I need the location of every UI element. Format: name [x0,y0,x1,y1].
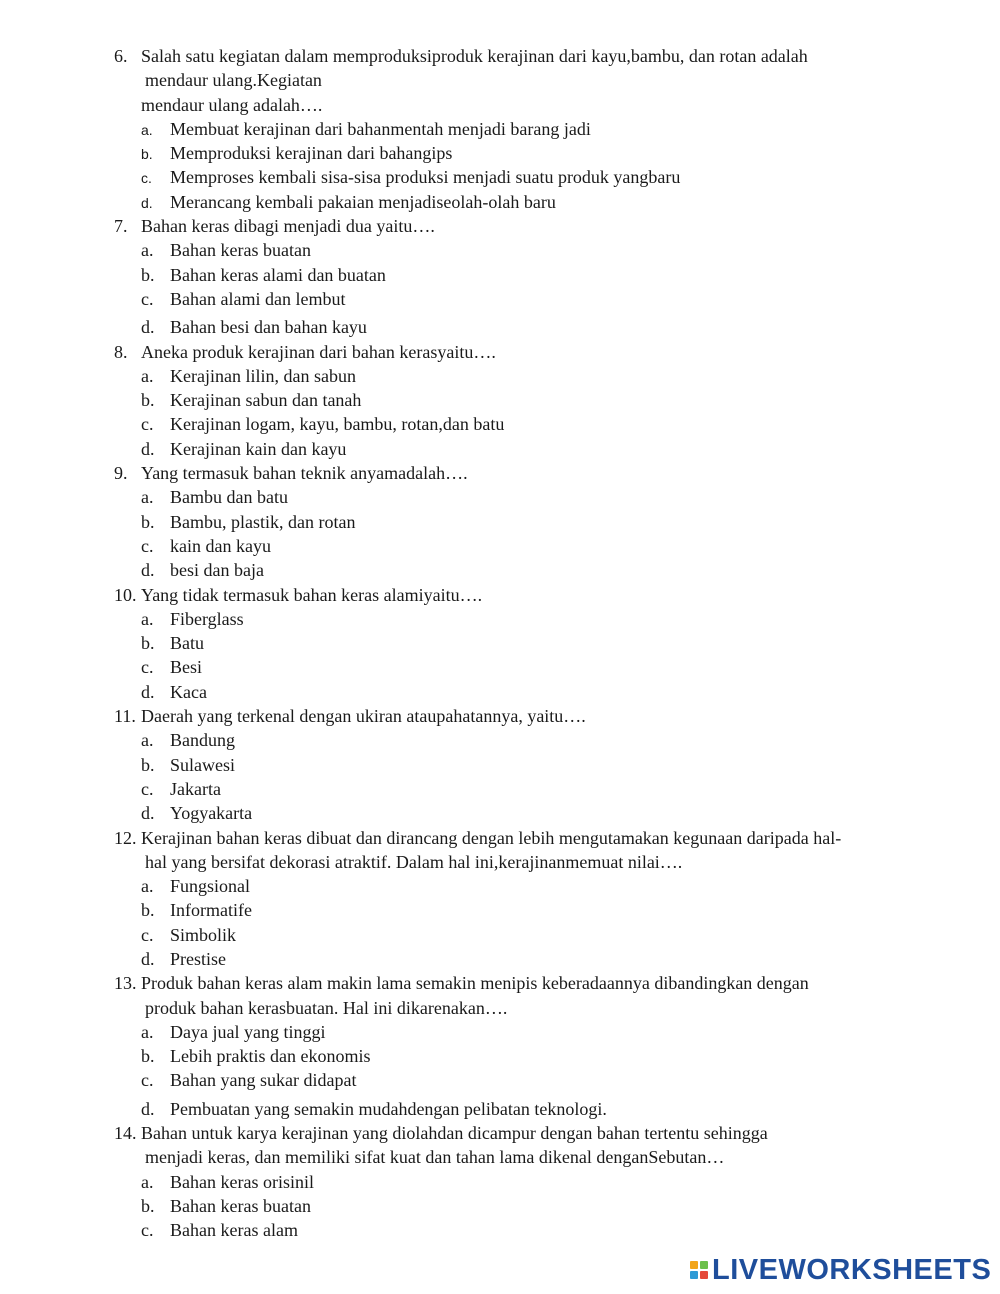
answer-option[interactable] [0,412,1000,436]
question-text-continued: menjadi keras, dan memiliki sifat kuat dan tahan lama dikenal denganSebutan… [145,1147,725,1168]
logo-square [690,1271,698,1279]
answer-option[interactable] [0,655,1000,679]
option-text: Informatife [170,900,252,921]
option-letter: a. [141,365,154,386]
option-letter: b. [141,1046,155,1067]
question-stem [0,704,1000,728]
question-number: 10. [114,584,137,605]
answer-option[interactable] [0,607,1000,631]
question-number: 6. [114,46,128,66]
question-13 [0,971,1000,1121]
option-letter: c. [141,288,154,309]
answer-option[interactable] [0,923,1000,947]
option-letter: c. [141,1220,154,1241]
option-text: Bambu dan batu [170,487,288,508]
question-text: Daerah yang terkenal dengan ukiran ataupahatannya, yaitu…. [141,706,586,727]
option-text: Bahan yang sukar didapat [170,1070,357,1091]
option-letter: a. [141,1021,154,1042]
option-text: Yogyakarta [170,803,253,824]
option-letter: b. [141,264,155,285]
option-letter: d. [141,803,155,824]
question-9 [0,461,1000,582]
option-text: kain dan kayu [170,535,271,556]
option-text: Bahan alami dan lembut [170,288,346,309]
question-text: Bahan untuk karya kerajinan yang diolahdan dicampur dengan bahan tertentu sehingga [141,1123,768,1144]
option-text: Lebih praktis dan ekonomis [170,1046,371,1067]
option-letter: d. [141,194,153,211]
option-text: Bahan keras buatan [170,1195,311,1216]
option-letter: b. [141,754,155,775]
answer-option[interactable] [0,287,1000,311]
logo-square [700,1271,708,1279]
option-letter: d. [141,317,155,338]
question-stem [0,1121,1000,1145]
question-11 [0,704,1000,825]
option-letter: d. [141,438,155,459]
answer-option[interactable] [0,801,1000,825]
option-text: Membuat kerajinan dari bahanmentah menjadi barang jadi [170,118,591,139]
option-letter: c. [141,414,154,435]
question-text-continued: mendaur ulang.Kegiatan [145,70,322,91]
question-stem [0,44,1000,68]
answer-option[interactable] [0,631,1000,655]
option-letter: a. [141,1171,154,1192]
option-text: Bahan keras orisinil [170,1171,314,1192]
option-text: Jakarta [170,778,221,799]
option-letter: a. [141,487,154,508]
option-letter: a. [141,730,154,751]
option-letter: b. [141,511,155,532]
question-number: 9. [114,463,128,484]
answer-option[interactable] [0,534,1000,558]
question-text: Salah satu kegiatan dalam memproduksiproduk kerajinan dari kayu,bambu, dan rotan adalah [141,46,808,66]
question-stem [0,214,1000,238]
option-text: besi dan baja [170,560,264,581]
option-text: Kerajinan kain dan kayu [170,438,347,459]
answer-option[interactable] [0,485,1000,509]
option-letter: b. [141,146,153,163]
liveworksheets-logo [690,1256,991,1284]
option-text: Kerajinan lilin, dan sabun [170,365,356,386]
option-text: Prestise [170,948,226,969]
question-stem [0,340,1000,364]
question-number: 12. [114,827,137,848]
answer-option[interactable] [0,777,1000,801]
question-text-continued: produk bahan kerasbuatan. Hal ini dikarenakan…. [145,997,508,1018]
question-10 [0,583,1000,704]
answer-option[interactable] [0,1194,1000,1218]
option-text: Pembuatan yang semakin mudahdengan pelibatan teknologi. [170,1098,607,1119]
answer-option[interactable] [0,165,1000,189]
answer-option[interactable] [0,388,1000,412]
question-text: Yang termasuk bahan teknik anyamadalah…. [141,463,468,484]
question-stem [0,583,1000,607]
logo-wordmark: LIVEWORKSHEETS [712,1254,992,1286]
option-letter: a. [141,608,154,629]
answer-option[interactable] [0,728,1000,752]
option-text: Fungsional [170,876,251,897]
question-text: Aneka produk kerajinan dari bahan kerasyaitu…. [141,341,496,362]
logo-square [690,1261,698,1269]
answer-option[interactable] [0,1097,1000,1121]
option-letter: b. [141,900,155,921]
question-number: 7. [114,216,128,237]
question-number: 14. [114,1123,137,1144]
answer-option[interactable] [0,315,1000,339]
answer-option[interactable] [0,680,1000,704]
answer-option[interactable] [0,117,1000,141]
answer-option[interactable] [0,141,1000,165]
answer-option[interactable] [0,1170,1000,1194]
answer-option[interactable] [0,1218,1000,1242]
answer-option[interactable] [0,1020,1000,1044]
answer-option[interactable] [0,263,1000,287]
answer-option[interactable] [0,558,1000,582]
question-number: 11. [114,706,136,727]
option-text: Memproses kembali sisa-sisa produksi menjadi suatu produk yangbaru [170,167,681,188]
option-letter: d. [141,560,155,581]
option-text: Kerajinan logam, kayu, bambu, rotan,dan batu [170,414,505,435]
option-letter: d. [141,1098,155,1119]
question-8 [0,340,1000,461]
option-letter: d. [141,948,155,969]
option-text: Bahan keras buatan [170,240,311,261]
question-number: 13. [114,973,137,994]
question-7 [0,214,1000,339]
answer-option[interactable] [0,364,1000,388]
option-letter: c. [141,535,154,556]
option-letter: a. [141,240,154,261]
option-text: Sulawesi [170,754,235,775]
option-text: Besi [170,657,203,678]
answer-option[interactable] [0,1068,1000,1092]
option-text: Fiberglass [170,608,244,629]
option-text: Kaca [170,681,207,702]
worksheet-content [0,44,1000,1243]
option-letter: b. [141,390,155,411]
question-stem [0,826,1000,850]
option-text: Batu [170,633,204,654]
answer-option[interactable] [0,898,1000,922]
option-text: Kerajinan sabun dan tanah [170,390,362,411]
question-number: 8. [114,341,128,362]
question-stem [0,971,1000,995]
option-letter: c. [141,170,152,187]
option-text: Bahan besi dan bahan kayu [170,317,367,338]
answer-option[interactable] [0,1044,1000,1068]
question-text-continued: mendaur ulang adalah…. [141,94,323,115]
question-6 [0,44,1000,214]
option-letter: b. [141,1195,155,1216]
question-text: Kerajinan bahan keras dibuat dan dirancang dengan lebih mengutamakan kegunaan daripada hal- [141,827,842,848]
option-letter: c. [141,1070,154,1091]
question-text: Produk bahan keras alam makin lama semakin menipis keberadaannya dibandingkan dengan [141,973,809,994]
option-text: Memproduksi kerajinan dari bahangips [170,143,453,164]
question-14 [0,1121,1000,1242]
option-text: Simbolik [170,924,237,945]
option-letter: b. [141,633,155,654]
answer-option[interactable] [0,437,1000,461]
question-text-continued: hal yang bersifat dekorasi atraktif. Dalam hal ini,kerajinanmemuat nilai…. [145,851,683,872]
answer-option[interactable] [0,947,1000,971]
option-text: Daya jual yang tinggi [170,1021,326,1042]
answer-option[interactable] [0,510,1000,534]
option-text: Bandung [170,730,235,751]
option-letter: a. [141,121,153,138]
answer-option[interactable] [0,238,1000,262]
option-letter: a. [141,876,154,897]
liveworksheets-logo-icon [690,1261,708,1279]
question-stem [0,461,1000,485]
option-letter: c. [141,778,154,799]
logo-square [700,1261,708,1269]
option-text: Merancang kembali pakaian menjadiseolah-olah baru [170,191,556,212]
answer-option[interactable] [0,190,1000,214]
option-text: Bahan keras alam [170,1220,298,1241]
question-12 [0,826,1000,972]
option-text: Bahan keras alami dan buatan [170,264,386,285]
question-text: Yang tidak termasuk bahan keras alamiyaitu…. [141,584,483,605]
question-text: Bahan keras dibagi menjadi dua yaitu…. [141,216,435,237]
answer-option[interactable] [0,874,1000,898]
option-letter: c. [141,657,154,678]
option-letter: d. [141,681,155,702]
option-text: Bambu, plastik, dan rotan [170,511,356,532]
answer-option[interactable] [0,753,1000,777]
option-letter: c. [141,924,154,945]
